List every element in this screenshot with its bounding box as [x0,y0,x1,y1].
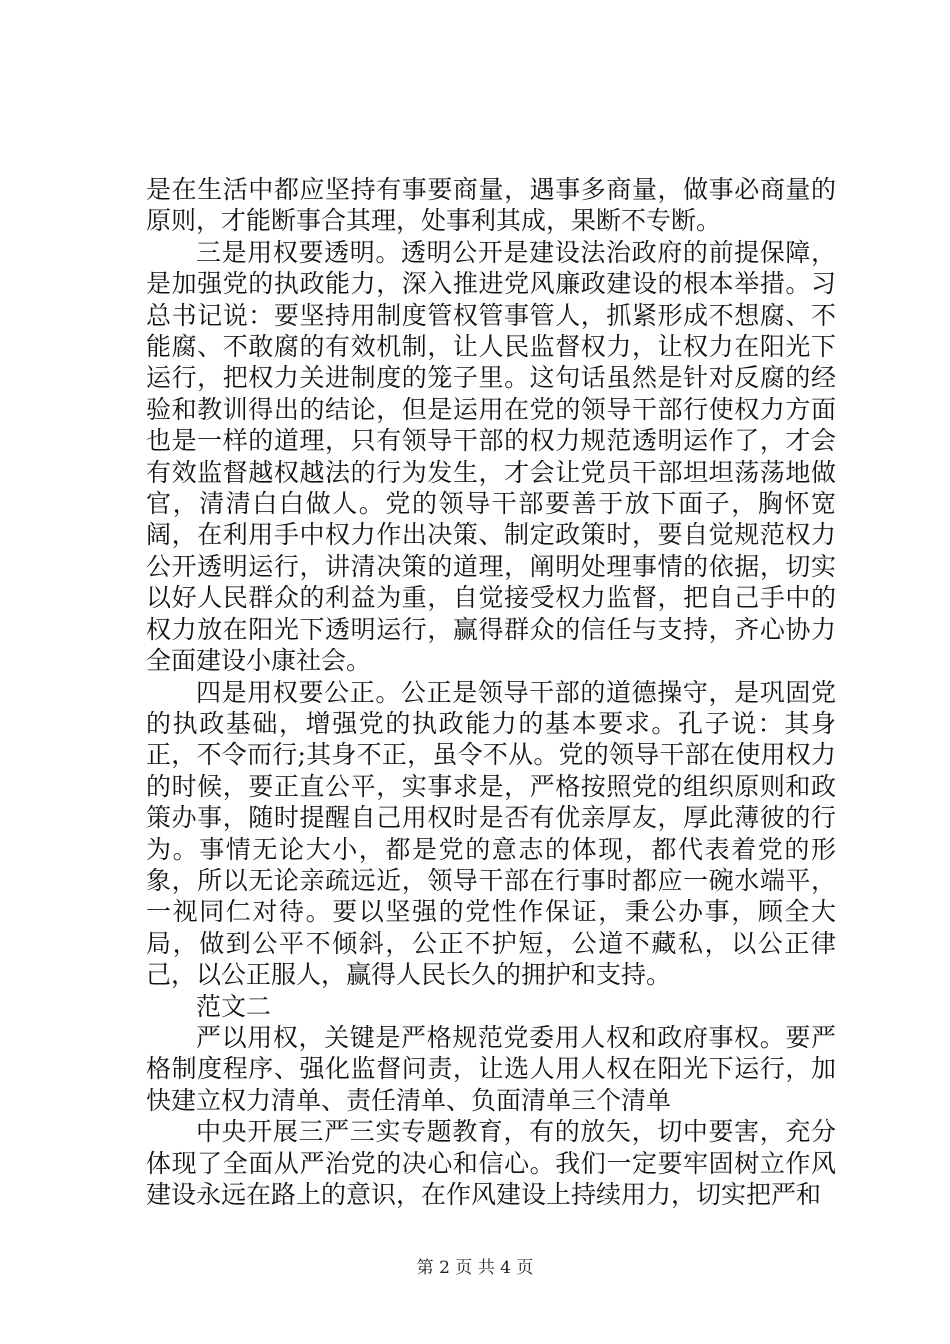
paragraph-continuation: 是在生活中都应坚持有事要商量，遇事多商量，做事必商量的原则，才能断事合其理，处事利其成，果断不专断。 [146,175,836,236]
paragraph-transparency: 三是用权要透明。透明公开是建设法治政府的前提保障，是加强党的执政能力，深入推进党风廉政建设的根本举措。习总书记说：要坚持用制度管权管事管人，抓紧形成不想腐、不能腐、不敢腐的有效机制，让人民监督权力，让权力在阳光下运行，把权力关进制度的笼子里。这句话虽然是针对反腐的经验和教训得出的结论，但是运用在党的领导干部行使权力方面也是一样的道理，只有领导干部的权力规范透明运作了，才会有效监督越权越法的行为发生，才会让党员干部坦坦荡荡地做官，清清白白做人。党的领导干部要善于放下面子，胸怀宽阔，在利用手中权力作出决策、制定政策时，要自觉规范权力公开透明运行，讲清决策的道理，阐明处理事情的依据，切实以好人民群众的利益为重，自觉接受权力监督，把自己手中的权力放在阳光下透明运行，赢得群众的信任与支持，齐心协力全面建设小康社会。 [146,237,836,676]
paragraph-three-stricts: 中央开展三严三实专题教育，有的放矢，切中要害，充分体现了全面从严治党的决心和信心。我们一定要牢固树立作风建设永远在路上的意识，在作风建设上持续用力，切实把严和 [146,1117,836,1209]
paragraph-power-regulation: 严以用权，关键是严格规范党委用人权和政府事权。要严格制度程序、强化监督问责，让选人用人权在阳光下运行，加快建立权力清单、责任清单、负面清单三个清单 [146,1022,836,1115]
document-body [146,174,836,1210]
paragraph-fairness: 四是用权要公正。公正是领导干部的道德操守，是巩固党的执政基础，增强党的执政能力的基本要求。孔子说：其身正，不令而行;其身不正，虽令不从。党的领导干部在使用权力的时候，要正直公平，实事求是，严格按照党的组织原则和政策办事，随时提醒自己用权时是否有优亲厚友，厚此薄彼的行为。事情无论大小，都是党的意志的体现，都代表着党的形象，所以无论亲疏远近，领导干部在行事时都应一碗水端平，一视同仁对待。要以坚强的党性作保证，秉公办事，顾全大局，做到公平不倾斜，公正不护短，公道不藏私，以公正律己，以公正服人，赢得人民长久的拥护和支持。 [146,677,836,990]
page-footer: 第 2 页 共 4 页 [416,1258,534,1278]
section-heading-sample-two: 范文二 [196,991,272,1021]
